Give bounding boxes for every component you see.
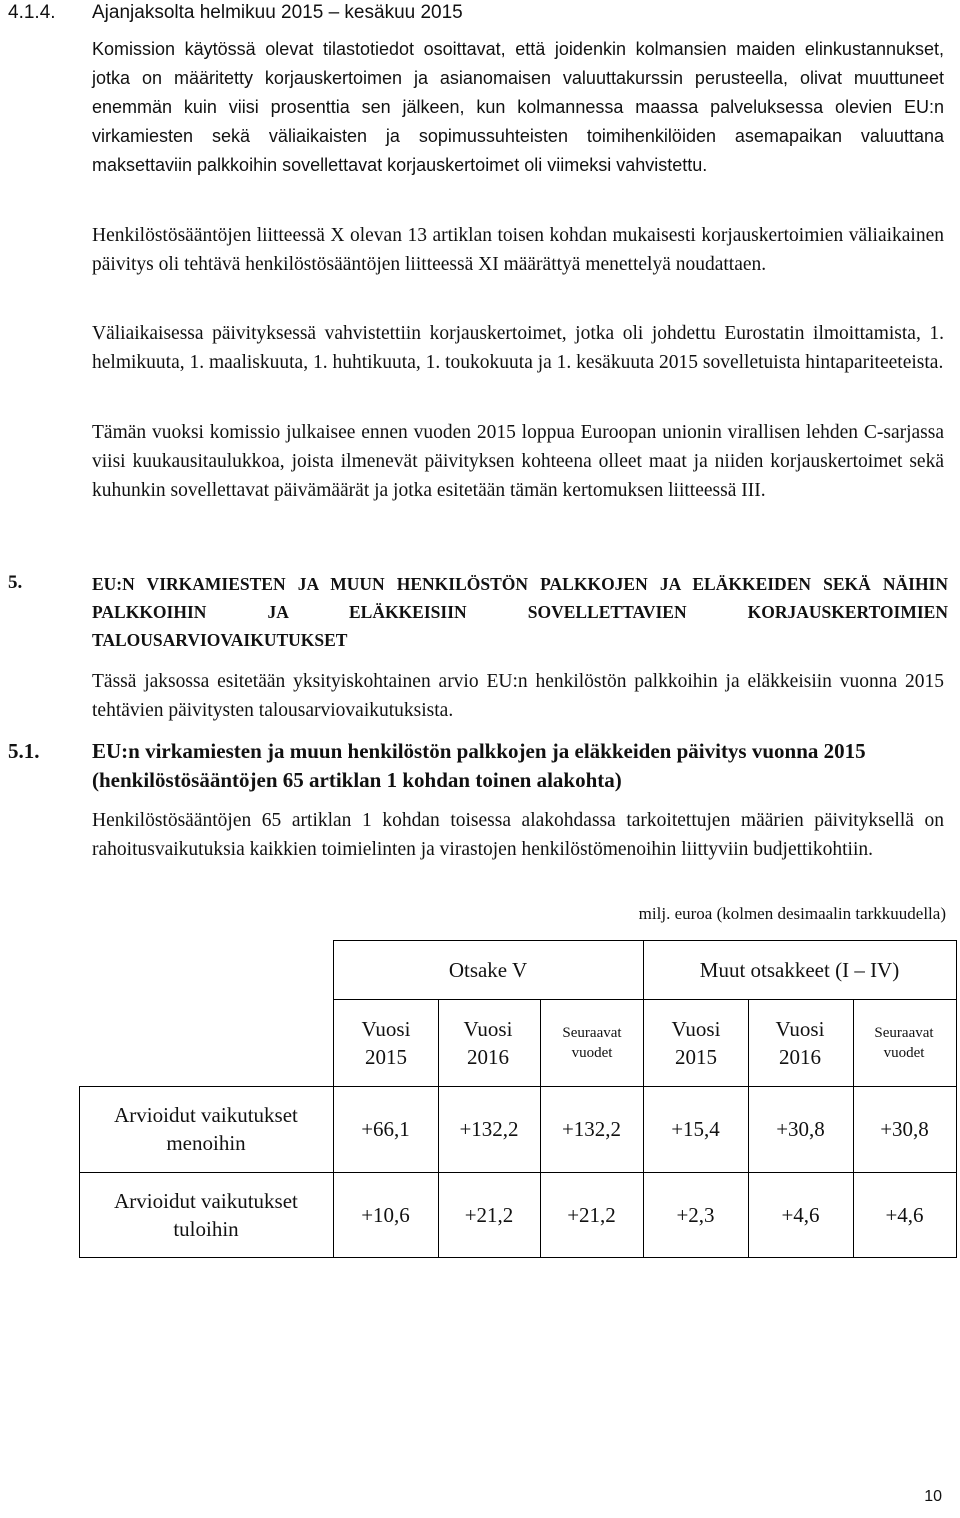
section-5-heading: EU:N VIRKAMIESTEN JA MUUN HENKILÖSTÖN PALKKOJEN JA ELÄKKEIDEN SEKÄ NÄIHIN PALKKOIHIN JA ELÄKKEISIIN SOVELLETTAVIEN KORJAUSKERTOIMIEN TALOUSARVIOVAIKUTUKSET [92,574,948,650]
table-cell: +10,6 [361,1203,410,1227]
row-label-expenditure: Arvioidut vaikutukset menoihin [114,1103,298,1155]
table-cell: +2,3 [676,1203,715,1227]
header-year-2016-other: Vuosi 2016 [775,1016,825,1069]
table-cell: +21,2 [567,1203,616,1227]
page-number: 10 [924,1488,942,1505]
header-following-other: Seuraavat vuodet [874,1024,934,1061]
header-following-v: Seuraavat vuodet [562,1024,622,1061]
header-muut-otsakkeet: Muut otsakkeet (I – IV) [699,958,900,982]
table-cell: +66,1 [361,1117,410,1141]
table-cell: +132,2 [459,1117,519,1141]
section-5-1-text: Henkilöstösääntöjen 65 artiklan 1 kohdan toisessa alakohdassa tarkoitettujen määrien päivityksellä on rahoitusvaikutuksia kaikkien toimielinten ja virastojen henkilöstömenoihin liittyviin budjettikohtiin. [92,810,944,860]
row-label-revenue: Arvioidut vaikutukset tuloihin [114,1189,298,1241]
section-5-1-number: 5.1. [8,739,40,763]
paragraph-interim-update: Väliaikaisessa päivityksessä vahvistettiin korjauskertoimet, jotka oli johdettu Eurostatin ilmoittamista, 1. helmikuuta, 1. maaliskuuta, 1. huhtikuuta, 1. toukokuuta ja 1. kesäkuuta 2015 sovelletuista hintapariteeteista. [92,323,944,373]
section-5-intro: Tässä jaksossa esitetään yksityiskohtainen arvio EU:n henkilöstön palkkoihin ja eläkkeisiin vuonna 2015 tehtävien päivitysten talousarviovaikutuksista. [92,671,944,721]
table-cell: +30,8 [776,1117,825,1141]
header-year-2016-v: Vuosi 2016 [463,1016,513,1069]
paragraph-annex-x: Henkilöstösääntöjen liitteessä X olevan 13 artiklan toisen kohdan mukaisesti korjauskertoimien väliaikainen päivitys oli tehtävä henkilöstösääntöjen liitteessä XI määrättyä menettelyä noudattaen. [92,225,944,275]
section-4-1-4-heading [8,0,463,26]
table-cell: +15,4 [671,1117,720,1141]
header-year-2015-other: Vuosi 2015 [671,1016,721,1069]
table-cell: +4,6 [781,1203,820,1227]
section-5-1-heading: EU:n virkamiesten ja muun henkilöstön palkkojen ja eläkkeiden päivitys vuonna 2015 (henkilöstösääntöjen 65 artiklan 1 kohdan toinen alakohta) [92,739,866,792]
table-cell: +21,2 [464,1203,514,1227]
section-title: Ajanjaksolta helmikuu 2015 – kesäkuu 2015 [92,2,463,23]
table-cell: +30,8 [880,1117,929,1141]
section-5-number: 5. [8,572,23,593]
section-number: 4.1.4. [8,2,56,23]
header-year-2015-v: Vuosi 2015 [361,1016,411,1069]
paragraph-publication: Tämän vuoksi komissio julkaisee ennen vuoden 2015 loppua Euroopan unionin virallisen lehden C-sarjassa viisi kuukausitaulukkoa, joista ilmenevät päivityksen kohteena olleet maat ja niiden korjauskertoimet sekä kuhunkin sovellettavat päivämäärät ja jotka esitetään tämän kertomuksen liitteessä III. [92,422,944,501]
table-cell: +4,6 [885,1203,924,1227]
header-otsake-v: Otsake V [448,958,528,982]
paragraph-statistics: Komission käytössä olevat tilastotiedot osoittavat, että joidenkin kolmansien maiden elinkustannukset, jotka on määritetty korjauskertoimen ja asianomaisen valuuttakurssin perusteella, olivat muuttuneet enemmän kuin viisi prosenttia sen jälkeen, kun kolmannessa maassa palveluksessa olevien EU:n virkamiesten sekä väliaikaisten ja sopimussuhteisten toimihenkilöiden asemapaikan valuuttana maksettaviin palkkoihin sovellettavat korjauskertoimet oli viimeksi vahvistettu. [92,39,944,175]
unit-note: milj. euroa (kolmen desimaalin tarkkuudella) [638,904,946,923]
table-cell: +132,2 [561,1117,622,1141]
